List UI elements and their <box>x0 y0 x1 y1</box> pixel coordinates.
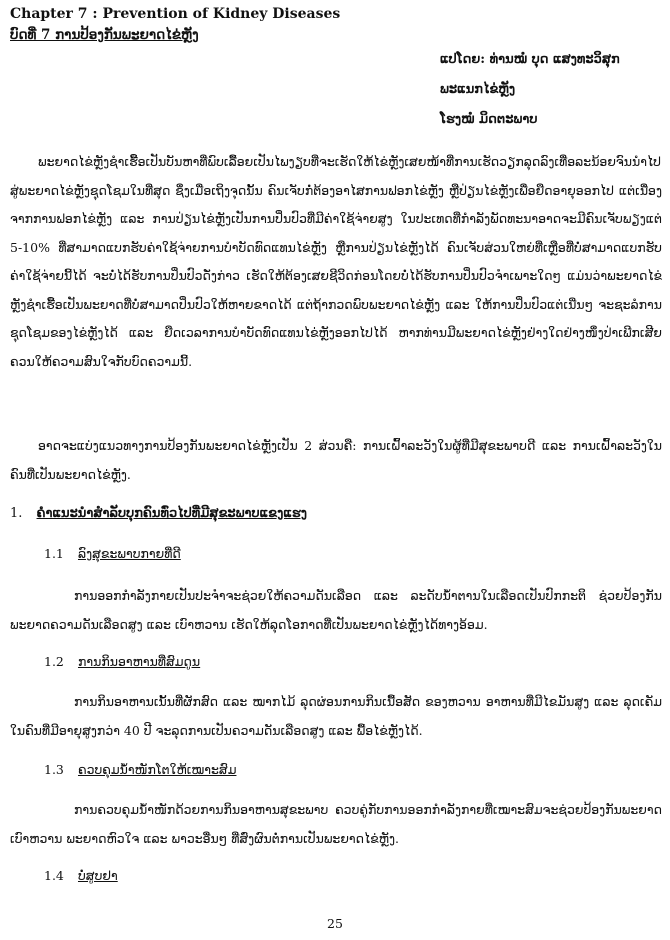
section-number: 1. <box>10 506 23 521</box>
translator-credit: ແປໂດຍ: ທ່ານໝໍ ບຸດ ແສງທະວິສຸກ <box>440 52 620 67</box>
department-credit: ພະແນກໄຂ່ຫຼັງ <box>440 82 516 97</box>
intro-paragraph-1: ພະຍາດໄຂ່ຫຼັງຊໍາເຮື້ອເປັນບັນຫາທີ່ພົບເລື້ອຍເປັນໄພງຽບທີ່ຈະເຮັດໃຫ້ໄຂ່ຫຼັງເສຍໜ້າທີ່ການເຮັດວຽກລຸດລົງເທື່ອລະນ້ອຍຈົນນໍາໄປສູ່ພະຍາດໄຂ່ຫຼັງຊຸດໂຊມໃນທີ່ສຸດ ຊຶ່ງເມື່ອເຖິງຈຸດນັ້ນ ຄົນເຈັບກໍ່ຕ້ອງອາໄສການຟອກໄຂ່ຫຼັງ ຫຼືປ່ຽນໄຂ່ຫຼັງເພື່ອຍືດອາຍຸອອກໄປ ແຕ່ເນື່ອງຈາກການຟອກໄຂ່ຫຼັງ ແລະ ການປ່ຽນໄຂ່ຫຼັງເປັນການປິ່ນປົວທີ່ມີຄ່າໃຊ້ຈ່າຍສູງ ໃນປະເທດທີ່ກໍາລັງພັດທະນາອາດຈະມີຄົນເຈັບພຽງແຕ່ 5-10% ທີ່ສາມາດແບກຮັບຄ່າໃຊ້ຈ່າຍການບໍາບັດທົດແທນໄຂ່ຫຼັງ ຫຼືການປ່ຽນໄຂ່ຫຼັງໄດ້ ຄົນເຈັບສ່ວນໃຫຍ່ທີ່ເຫຼືອທີ່ບໍ່ສາມາດແບກຮັບຄ່າໃຊ້ຈ່າຍນີ້ໄດ້ ຈະບໍ່ໄດ້ຮັບການປິ່ນປົວດັ່ງກ່າວ ເຮັດໃຫ້ຕ້ອງເສຍຊີວິດກ່ອນໂດຍບໍ່ໄດ້ຮັບການປິ່ນປົວຈໍາເພາະໃດໆ ແມ່ນວ່າພະຍາດໄຂ່ຫຼັງຊໍາເຮື້ອເປັນພະຍາດທີ່ບໍ່ສາມາດປິ່ນປົວໃຫ້ຫາຍຂາດໄດ້ ແຕ່ຖ້າກວດພົບພະຍາດໄຂ່ຫຼັງ ແລະ ໃຫ້ການປິ່ນປົວແຕ່ເນີ່ນໆ ຈະຊະລໍການຊຸດໂຊມຂອງໄຂ່ຫຼັງໄດ້ ແລະ ຍືດເວລາການບໍາບັດທົດແທນໄຂ່ຫຼັງອອກໄປໄດ້ ຫາກທ່ານມີພະຍາດໄຂ່ຫຼັງຢ່າງໃດຢ່າງໜຶ່ງປ່າເພີກເສີຍຄວນໃຫ້ຄວາມສົນໃຈກັບບົດຄວາມນີ້. <box>10 154 662 369</box>
subsection-number: 1.3 <box>44 762 64 777</box>
section-1-heading <box>10 506 307 521</box>
hospital-credit: ໂຮງໝໍ ມິດຕະພາບ <box>440 112 538 127</box>
subsection-1-3-heading <box>44 762 236 777</box>
chapter-title-lao: ບົດທີ່ 7 ການປ້ອງກັນພະຍາດໄຂ່ຫຼັງ <box>10 27 199 43</box>
subsection-1-2-text: ການກິນອາຫານເນັ້ນທີ່ຜັກສົດ ແລະ ໝາກໄມ້ ລຸດຜ່ອນການກິນເນື້ອສັດ ຂອງຫວານ ອາຫານທີ່ມີໄຂມັນສູງ ແລະ ລຸດເຄັມໃນຄົນທີ່ມີອາຍຸສູງກວ່າ 40 ປີ ຈະລຸດການເປັນຄວາມດັນເລືອດສູງ ແລະ ພື້ອໄຂ່ຫຼັງໄດ້. <box>10 694 662 738</box>
subsection-number: 1.1 <box>44 546 64 561</box>
chapter-title-english: Chapter 7 : Prevention of Kidney Diseases <box>10 6 341 22</box>
page-number: 25 <box>327 916 343 931</box>
subsection-1-4-heading <box>44 868 118 883</box>
subsection-title: ການກິນອາຫານທີ່ສົມດູນ <box>77 654 201 669</box>
subsection-1-1-heading <box>44 546 181 561</box>
subsection-number: 1.2 <box>44 654 64 669</box>
intro-paragraph-2: ອາດຈະແບ່ງແນວທາງການປ້ອງກັນພະຍາດໄຂ່ຫຼັງເປັນ 2 ສ່ວນຄື: ການເຝົ້າລະວັງໃນຜູ້ທີ່ມີສຸຂະພາບດີ ແລະ ການເຝົ້າລະວັງໃນຄົນທີ່ເປັນພະຍາດໄຂ່ຫຼັງ. <box>10 438 662 482</box>
subsection-title: ຄວບຄຸມນໍ້າໜັກໂຕໃຫ້ເໝາະສົມ <box>77 762 237 777</box>
section-title: ຄໍາແນະນໍາສໍາລັບບຸກຄົນທົ່ວໄປທີ່ມີສຸຂະພາບແຂງແຮງ <box>36 506 308 521</box>
subsection-number: 1.4 <box>44 868 64 883</box>
subsection-1-3-text: ການຄວບຄຸມນໍ້າໜັກດ້ວຍການກິນອາຫານສຸຂະພາບ ຄວບຄູ່ກັບການອອກກໍາລັງກາຍທີ່ເໝາະສົມຈະຊ່ວຍປ້ອງກັນພະຍາດເບົາຫວານ ພະຍາດຫົວໃຈ ແລະ ພາວະອື່ນໆ ທີ່ສົ່ງຜົນຕໍ່ການເປັນພະຍາດໄຂ່ຫຼັງ. <box>10 802 662 846</box>
subsection-title: ລົງສຸຂະພາບກາຍທີ່ດີ <box>77 546 181 561</box>
subsection-1-1-text: ການອອກກໍາລັງກາຍເປັນປະຈໍາຈະຊ່ວຍໃຫ້ຄວາມດັນເລືອດ ແລະ ລະດັບນໍ້າຕານໃນເລືອດເປັນປົກກະຕິ ຊ່ວຍປ້ອງກັນພະຍາດຄວາມດັນເລືອດສູງ ແລະ ເບົາຫວານ ເຮັດໃຫ້ລຸດໂອກາດທີ່ເປັນພະຍາດໄຂ່ຫຼັງໄດ້ທາງອ້ອມ. <box>10 588 662 632</box>
subsection-title: ບໍ່ສູບຢາ <box>77 868 118 883</box>
subsection-1-2-heading <box>44 654 200 669</box>
